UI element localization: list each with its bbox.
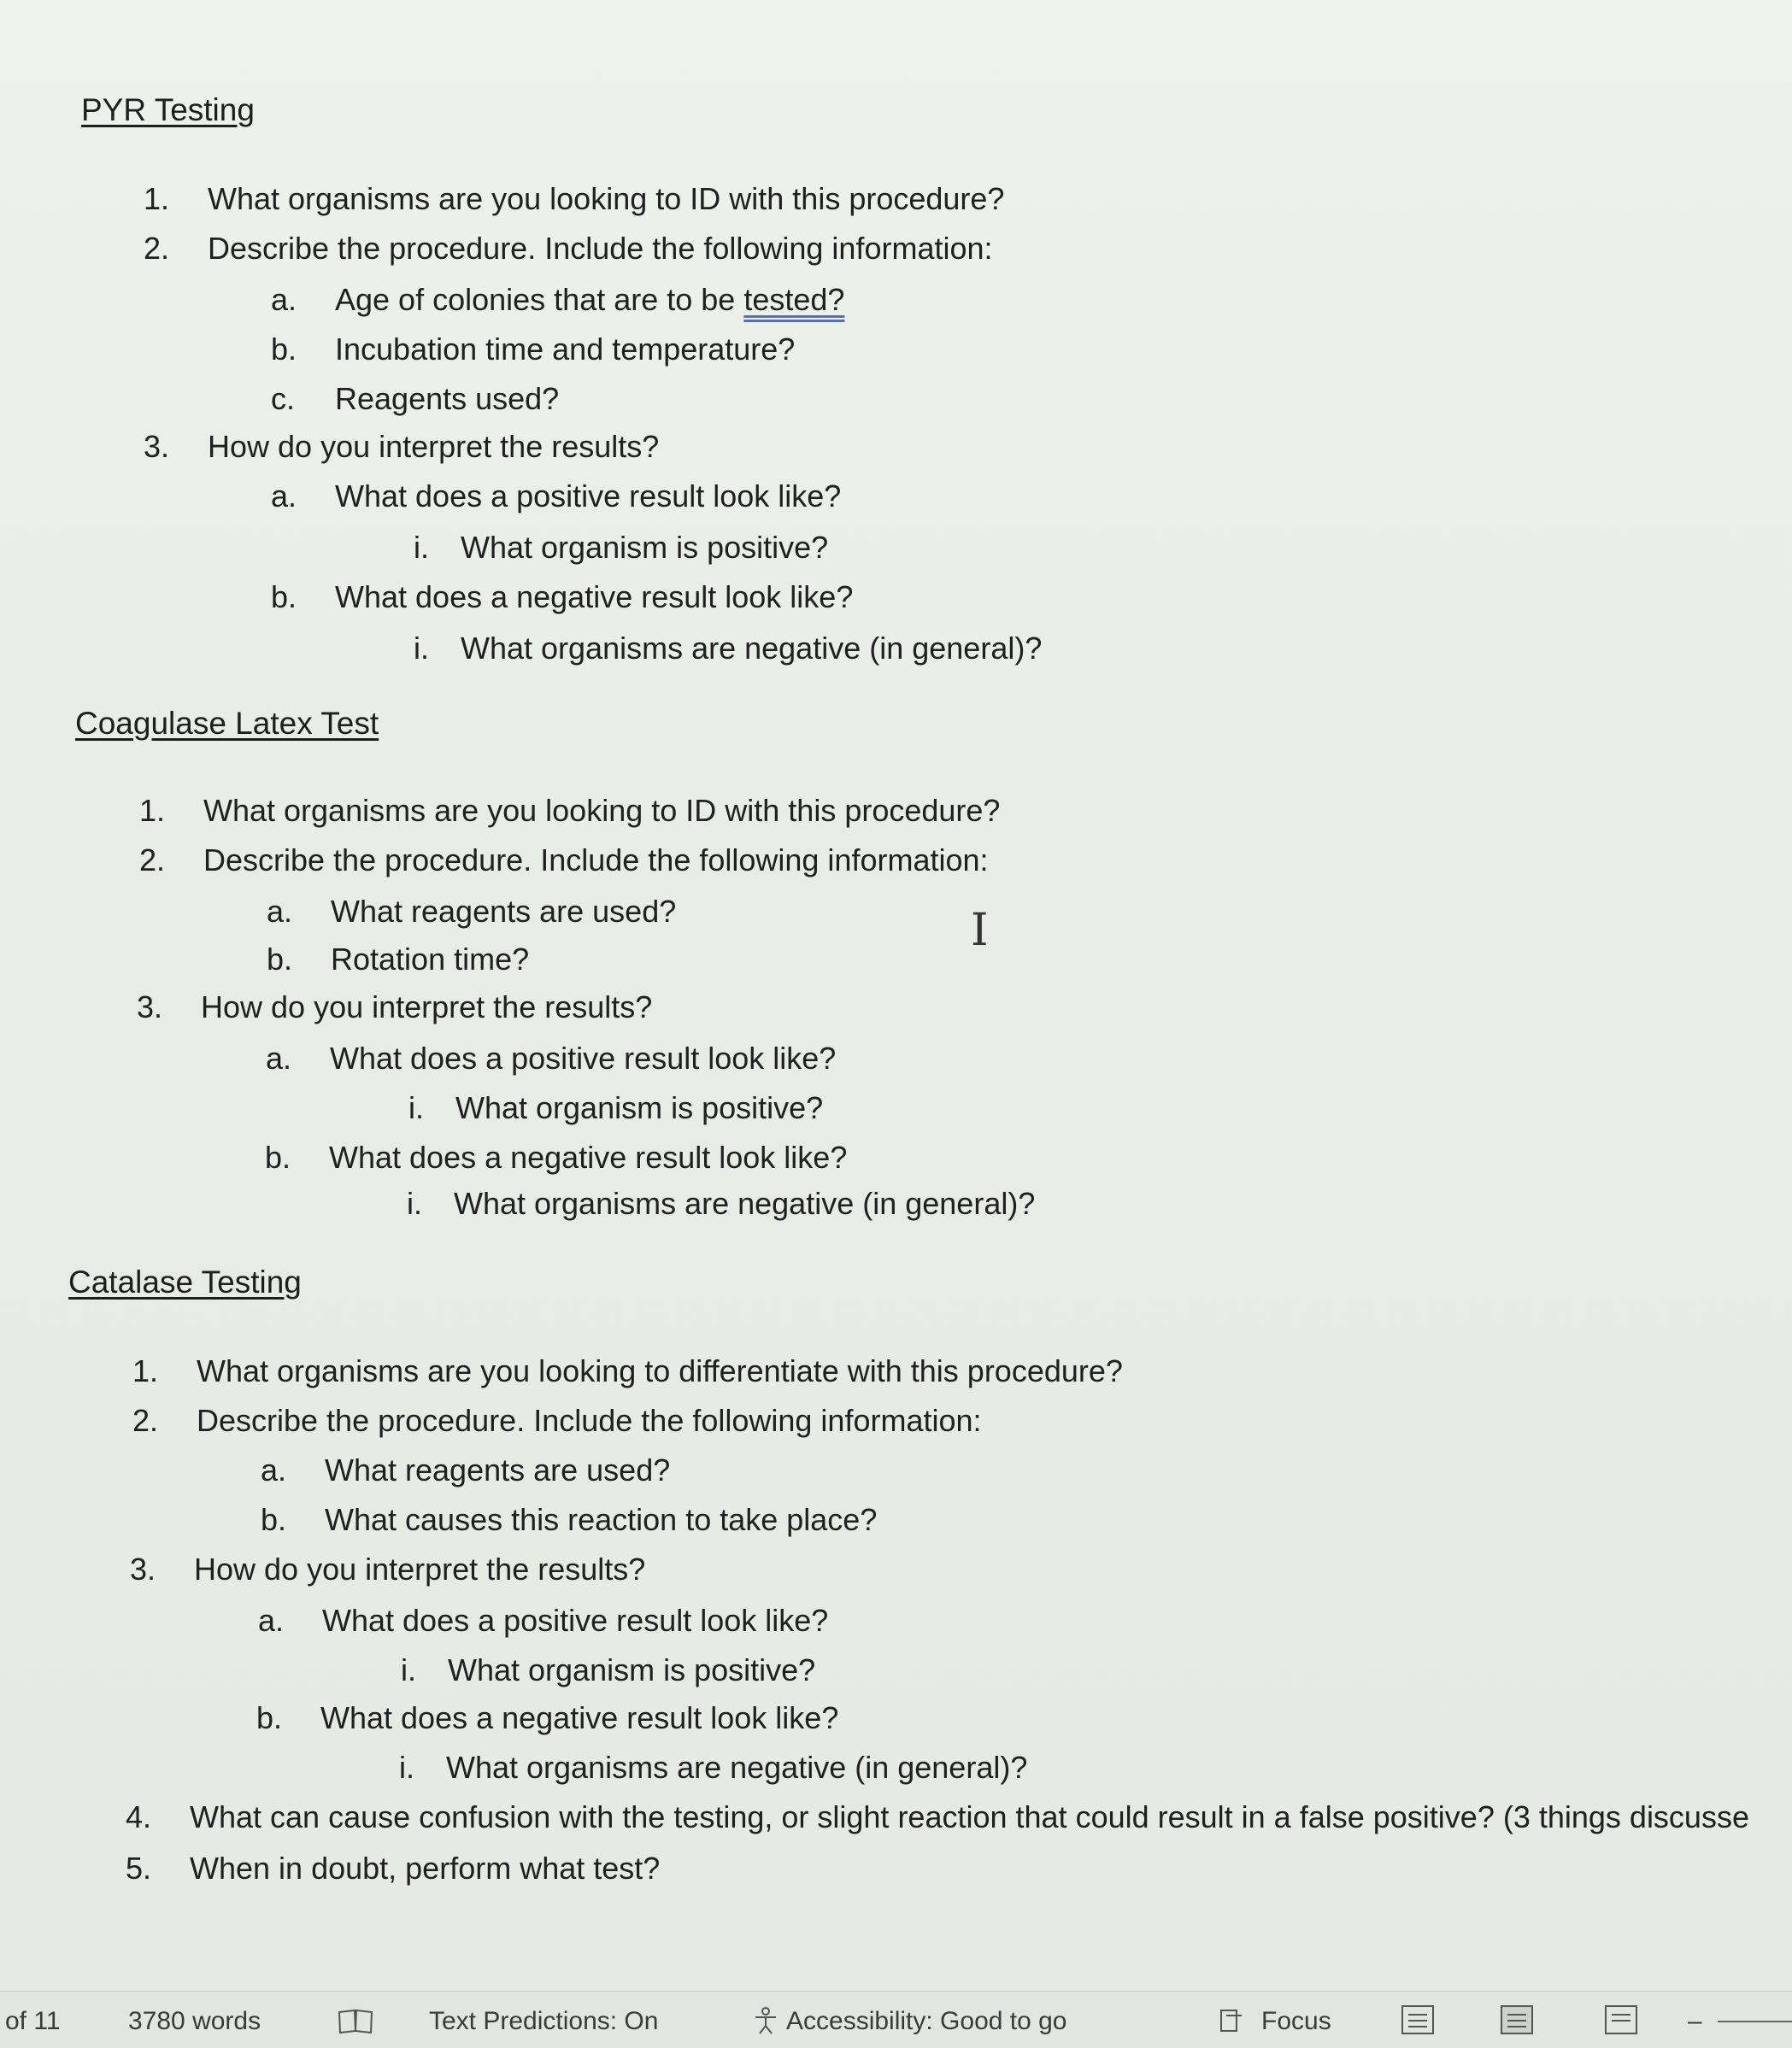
list-text: What organisms are you looking to ID with this procedure?	[203, 793, 1001, 828]
page-count[interactable]: of 11	[5, 2007, 61, 2035]
list-roman: i.	[399, 1750, 414, 1785]
list-letter: a.	[267, 894, 293, 929]
status-bar	[0, 1991, 1792, 2048]
list-letter: b.	[267, 942, 293, 977]
list-number: 5.	[126, 1851, 152, 1886]
list-text: What organism is positive?	[455, 1090, 824, 1125]
list-roman: i.	[414, 631, 429, 666]
list-roman: i.	[408, 1090, 424, 1125]
list-text: What does a positive result look like?	[330, 1041, 837, 1076]
list-text: What can cause confusion with the testing, or slight reaction that could result in a false positive? (3 things discusse	[190, 1799, 1749, 1834]
list-text: What reagents are used?	[325, 1452, 671, 1488]
list-roman: i.	[414, 530, 429, 565]
list-text: What reagents are used?	[331, 894, 677, 929]
list-number: 1.	[132, 1353, 159, 1388]
list-text: What organisms are negative (in general)?	[446, 1750, 1028, 1785]
word-count[interactable]: 3780 words	[128, 2007, 261, 2035]
list-letter: b.	[265, 1140, 291, 1175]
grammar-flag-word[interactable]: tested?	[743, 282, 845, 317]
list-text: Incubation time and temperature?	[335, 332, 796, 367]
list-text: Describe the procedure. Include the following information:	[208, 231, 993, 266]
list-letter: b.	[271, 332, 297, 367]
focus-icon[interactable]	[1218, 2007, 1245, 2034]
list-number: 2.	[139, 842, 166, 877]
list-text: What causes this reaction to take place?	[325, 1502, 878, 1537]
web-layout-icon[interactable]	[1605, 2005, 1637, 2034]
list-number: 1.	[139, 793, 166, 828]
zoom-slider-track[interactable]	[1718, 2021, 1792, 2022]
list-text: How do you interpret the results?	[201, 989, 653, 1024]
list-text: What organism is positive?	[461, 530, 829, 565]
list-text: Describe the procedure. Include the following information:	[197, 1403, 982, 1438]
list-letter: c.	[271, 381, 296, 416]
list-text: What does a negative result look like?	[329, 1140, 848, 1175]
read-mode-icon[interactable]	[1401, 2005, 1434, 2034]
list-text-main: Age of colonies that are to be	[335, 282, 736, 317]
book-check-icon[interactable]	[338, 2007, 373, 2034]
list-text: What does a negative result look like?	[320, 1700, 839, 1735]
list-text: How do you interpret the results?	[208, 429, 660, 464]
section-heading-catalase: Catalase Testing	[68, 1265, 302, 1300]
list-number: 4.	[126, 1799, 152, 1834]
section-heading-coagulase: Coagulase Latex Test	[75, 706, 379, 741]
list-text: When in doubt, perform what test?	[190, 1851, 661, 1886]
text-cursor-icon: I	[971, 905, 989, 956]
list-text: What organisms are you looking to differentiate with this procedure?	[197, 1353, 1123, 1388]
list-letter: b.	[261, 1502, 287, 1537]
section-heading-pyr: PYR Testing	[81, 92, 255, 127]
list-text: How do you interpret the results?	[194, 1552, 646, 1587]
list-number: 3.	[130, 1552, 156, 1587]
list-letter: a.	[271, 282, 297, 317]
text-predictions-status[interactable]: Text Predictions: On	[429, 2007, 659, 2035]
list-letter: a.	[271, 478, 297, 513]
list-text: Reagents used?	[335, 381, 560, 416]
list-text: Describe the procedure. Include the following information:	[203, 842, 989, 877]
accessibility-status[interactable]: Accessibility: Good to go	[786, 2007, 1067, 2035]
list-text	[335, 282, 844, 318]
list-text: What organisms are you looking to ID with this procedure?	[208, 181, 1005, 216]
list-number: 2.	[132, 1403, 159, 1438]
list-roman: i.	[401, 1652, 416, 1687]
list-letter: a.	[266, 1041, 292, 1076]
list-text: What organisms are negative (in general)?	[454, 1186, 1036, 1221]
list-number: 1.	[144, 181, 170, 216]
list-number: 3.	[137, 989, 163, 1024]
accessibility-person-icon[interactable]	[750, 2005, 781, 2036]
list-text: Rotation time?	[331, 942, 530, 977]
focus-button[interactable]: Focus	[1261, 2007, 1331, 2035]
list-text: What organism is positive?	[448, 1652, 816, 1687]
list-roman: i.	[407, 1186, 422, 1221]
list-text: What does a negative result look like?	[335, 579, 854, 614]
list-letter: a.	[261, 1452, 287, 1488]
list-letter: b.	[271, 579, 297, 614]
list-text: What does a positive result look like?	[335, 478, 842, 513]
list-letter: a.	[258, 1603, 285, 1638]
list-number: 2.	[144, 231, 170, 266]
list-number: 3.	[144, 429, 170, 464]
zoom-out-button[interactable]: –	[1688, 2007, 1702, 2035]
list-text: What organisms are negative (in general)?	[461, 631, 1043, 666]
print-layout-icon[interactable]	[1501, 2005, 1533, 2034]
list-text: What does a positive result look like?	[322, 1603, 829, 1638]
list-letter: b.	[256, 1700, 283, 1735]
